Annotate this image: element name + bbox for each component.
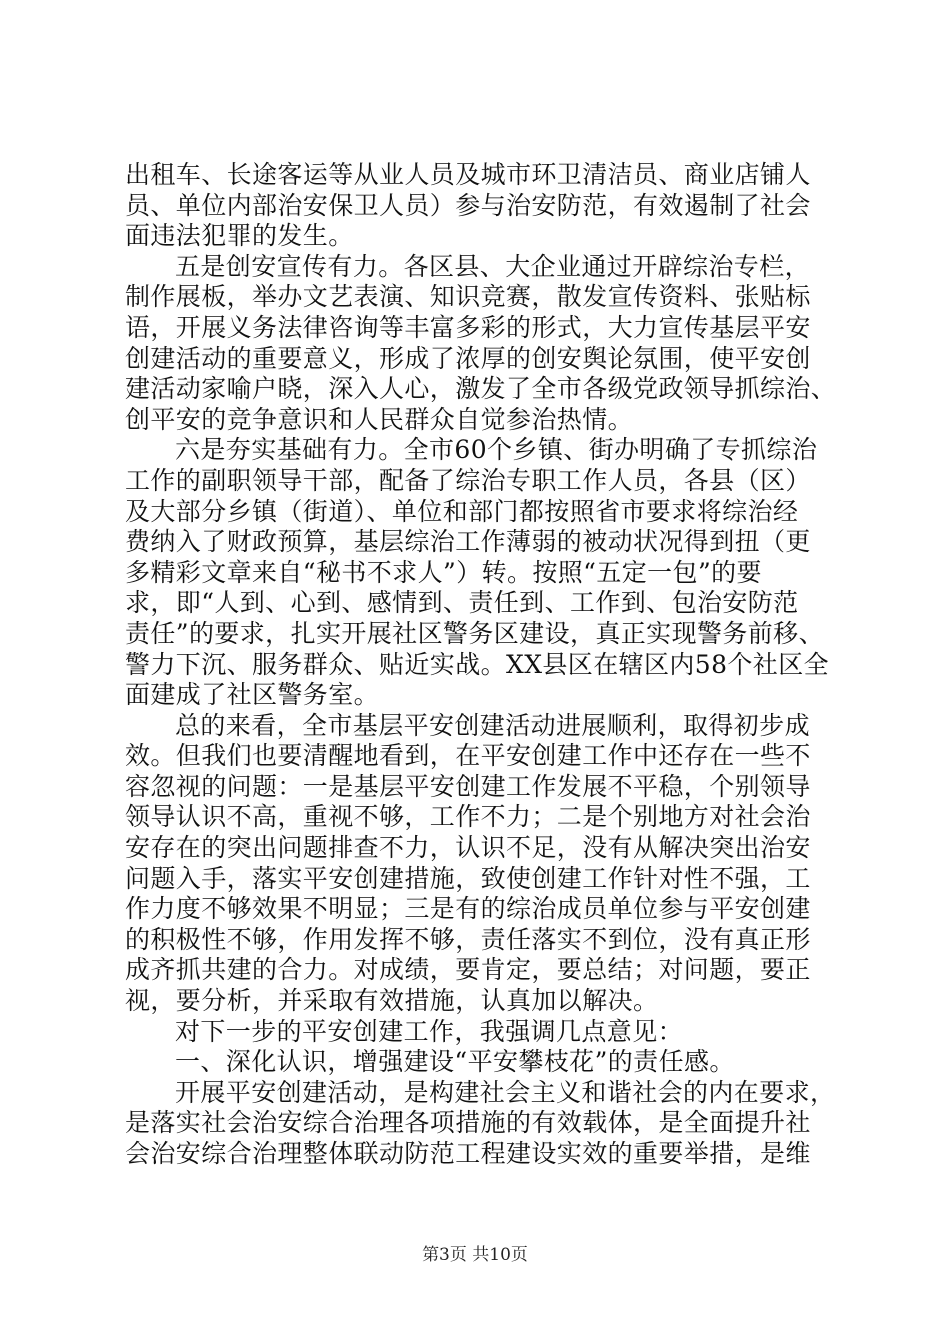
text-line: 建活动家喻户晓，深入人心，激发了全市各级党政领导抓综治、: [125, 374, 837, 404]
text-line: 费纳入了财政预算，基层综治工作薄弱的被动状况得到扭（更: [125, 527, 811, 557]
text-line: 领导认识不高，重视不够，工作不力；二是个别地方对社会治: [125, 802, 811, 832]
text-line: 安存在的突出问题排查不力，认识不足，没有从解决突出治安: [125, 833, 811, 863]
page-footer: 第3页 共10页: [422, 1245, 528, 1265]
text-line: 及大部分乡镇（街道）、单位和部门都按照省市要求将综治经: [125, 496, 799, 526]
text-line: 作力度不够效果不明显；三是有的综治成员单位参与平安创建: [125, 894, 811, 924]
text-line: 六是夯实基础有力。全市60个乡镇、街办明确了专抓综治: [175, 435, 818, 465]
text-line: 出租车、长途客运等从业人员及城市环卫清洁员、商业店铺人: [125, 160, 811, 189]
text-line: 制作展板，举办文艺表演、知识竞赛，散发宣传资料、张贴标: [125, 282, 811, 312]
text-line: 创平安的竞争意识和人民群众自觉参治热情。: [125, 404, 634, 434]
text-line: 五是创安宣传有力。各区县、大企业通过开辟综治专栏，: [175, 251, 811, 281]
text-line: 视，要分析，并采取有效措施，认真加以解决。: [125, 986, 659, 1016]
text-line: 总的来看，全市基层平安创建活动进展顺利，取得初步成: [175, 710, 811, 740]
text-line: 会治安综合治理整体联动防范工程建设实效的重要举措，是维: [125, 1139, 811, 1168]
text-line: 容忽视的问题：一是基层平安创建工作发展不平稳，个别领导: [125, 771, 811, 801]
text-line: 警力下沉、服务群众、贴近实战。XX县区在辖区内58个社区全: [125, 649, 830, 679]
text-line: 员、单位内部治安保卫人员）参与治安防范，有效遏制了社会: [125, 190, 811, 220]
body-text: [125, 160, 837, 1170]
text-line: 问题入手，落实平安创建措施，致使创建工作针对性不强，工: [125, 863, 811, 893]
text-line: 成齐抓共建的合力。对成绩，要肯定，要总结；对问题，要正: [125, 955, 811, 985]
text-line: 开展平安创建活动，是构建社会主义和谐社会的内在要求，: [175, 1077, 836, 1107]
text-line: 的积极性不够，作用发挥不够，责任落实不到位，没有真正形: [125, 924, 811, 954]
text-line: 面违法犯罪的发生。: [125, 221, 354, 251]
text-line: 面建成了社区警务室。: [125, 680, 380, 710]
text-line: 对下一步的平安创建工作，我强调几点意见：: [175, 1016, 684, 1046]
text-line: 是落实社会治安综合治理各项措施的有效载体，是全面提升社: [125, 1108, 811, 1138]
text-line: 一、深化认识，增强建设“平安攀枝花”的责任感。: [175, 1047, 735, 1077]
text-line: 求，即“人到、心到、感情到、责任到、工作到、包治安防范: [125, 588, 799, 618]
text-line: 责任”的要求，扎实开展社区警务区建设，真正实现警务前移、: [125, 618, 824, 648]
text-line: 效。但我们也要清醒地看到，在平安创建工作中还存在一些不: [125, 741, 811, 771]
text-line: 工作的副职领导干部，配备了综治专职工作人员，各县（区）: [125, 465, 811, 495]
text-line: 创建活动的重要意义，形成了浓厚的创安舆论氛围，使平安创: [125, 343, 811, 373]
text-line: 多精彩文章来自“秘书不求人”）转。按照“五定一包”的要: [125, 557, 762, 587]
text-line: 语，开展义务法律咨询等丰富多彩的形式，大力宣传基层平安: [125, 312, 811, 342]
